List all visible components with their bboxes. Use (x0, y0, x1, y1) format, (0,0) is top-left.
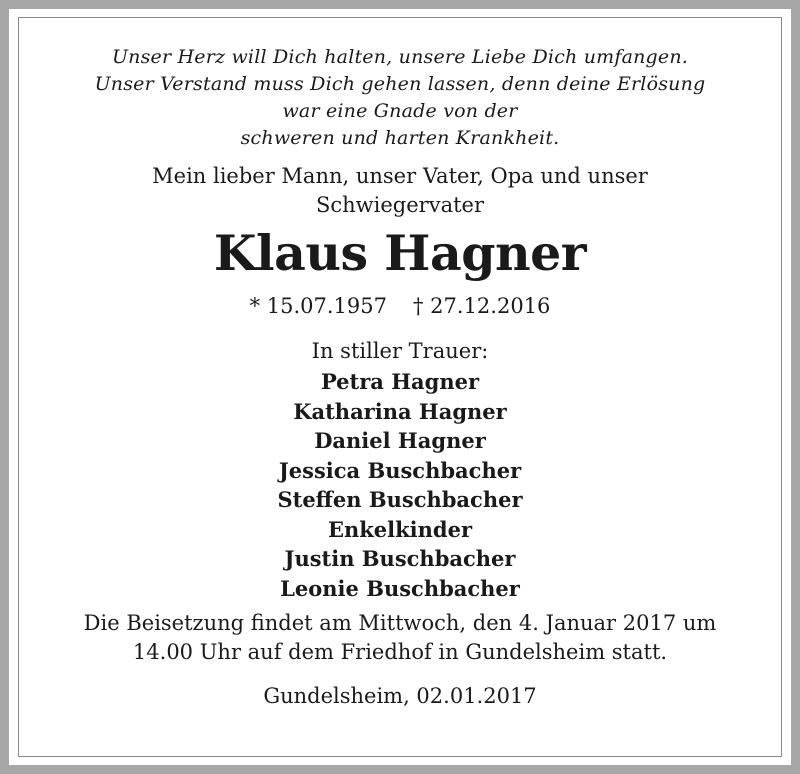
verse-line: schweren und harten Krankheit. (240, 127, 560, 149)
verse-line: Unser Herz will Dich halten, unsere Liebe Dich umfangen. (111, 46, 689, 68)
deceased-name: Klaus Hagner (213, 224, 587, 282)
mourner-name: Daniel Hagner (314, 428, 486, 453)
mourning-label: In stiller Trauer: (311, 339, 489, 363)
mourner-name: Katharina Hagner (293, 398, 507, 424)
funeral-line: Die Beisetzung findet am Mittwoch, den 4. Januar 2017 um (83, 611, 717, 635)
birth-date: * 15.07.1957 (249, 294, 387, 318)
verse-line: Unser Verstand muss Dich gehen lassen, denn deine Erlösung (94, 73, 706, 95)
funeral-line: 14.00 Uhr auf dem Friedhof in Gundelsheim statt. (132, 640, 668, 664)
intro-text (0, 162, 800, 220)
intro-line: Schwiegervater (316, 193, 484, 217)
mourner-name: Petra Hagner (320, 369, 480, 394)
mourner-name: Jessica Buschbacher (278, 457, 522, 483)
life-dates (0, 291, 800, 321)
mourners-list (0, 367, 800, 603)
mourner-name: Steffen Buschbacher (277, 487, 523, 512)
mourner-name: Justin Buschbacher (284, 546, 516, 571)
mourner-name: Leonie Buschbacher (280, 575, 520, 601)
verse-line: war eine Gnade von der (282, 100, 518, 122)
death-date: † 27.12.2016 (413, 294, 551, 318)
intro-line: Mein lieber Mann, unser Vater, Opa und unser (152, 164, 648, 188)
verse (0, 44, 800, 152)
place-and-date: Gundelsheim, 02.01.2017 (263, 684, 537, 708)
mourner-name: Enkelkinder (327, 516, 473, 542)
funeral-info (0, 609, 800, 667)
